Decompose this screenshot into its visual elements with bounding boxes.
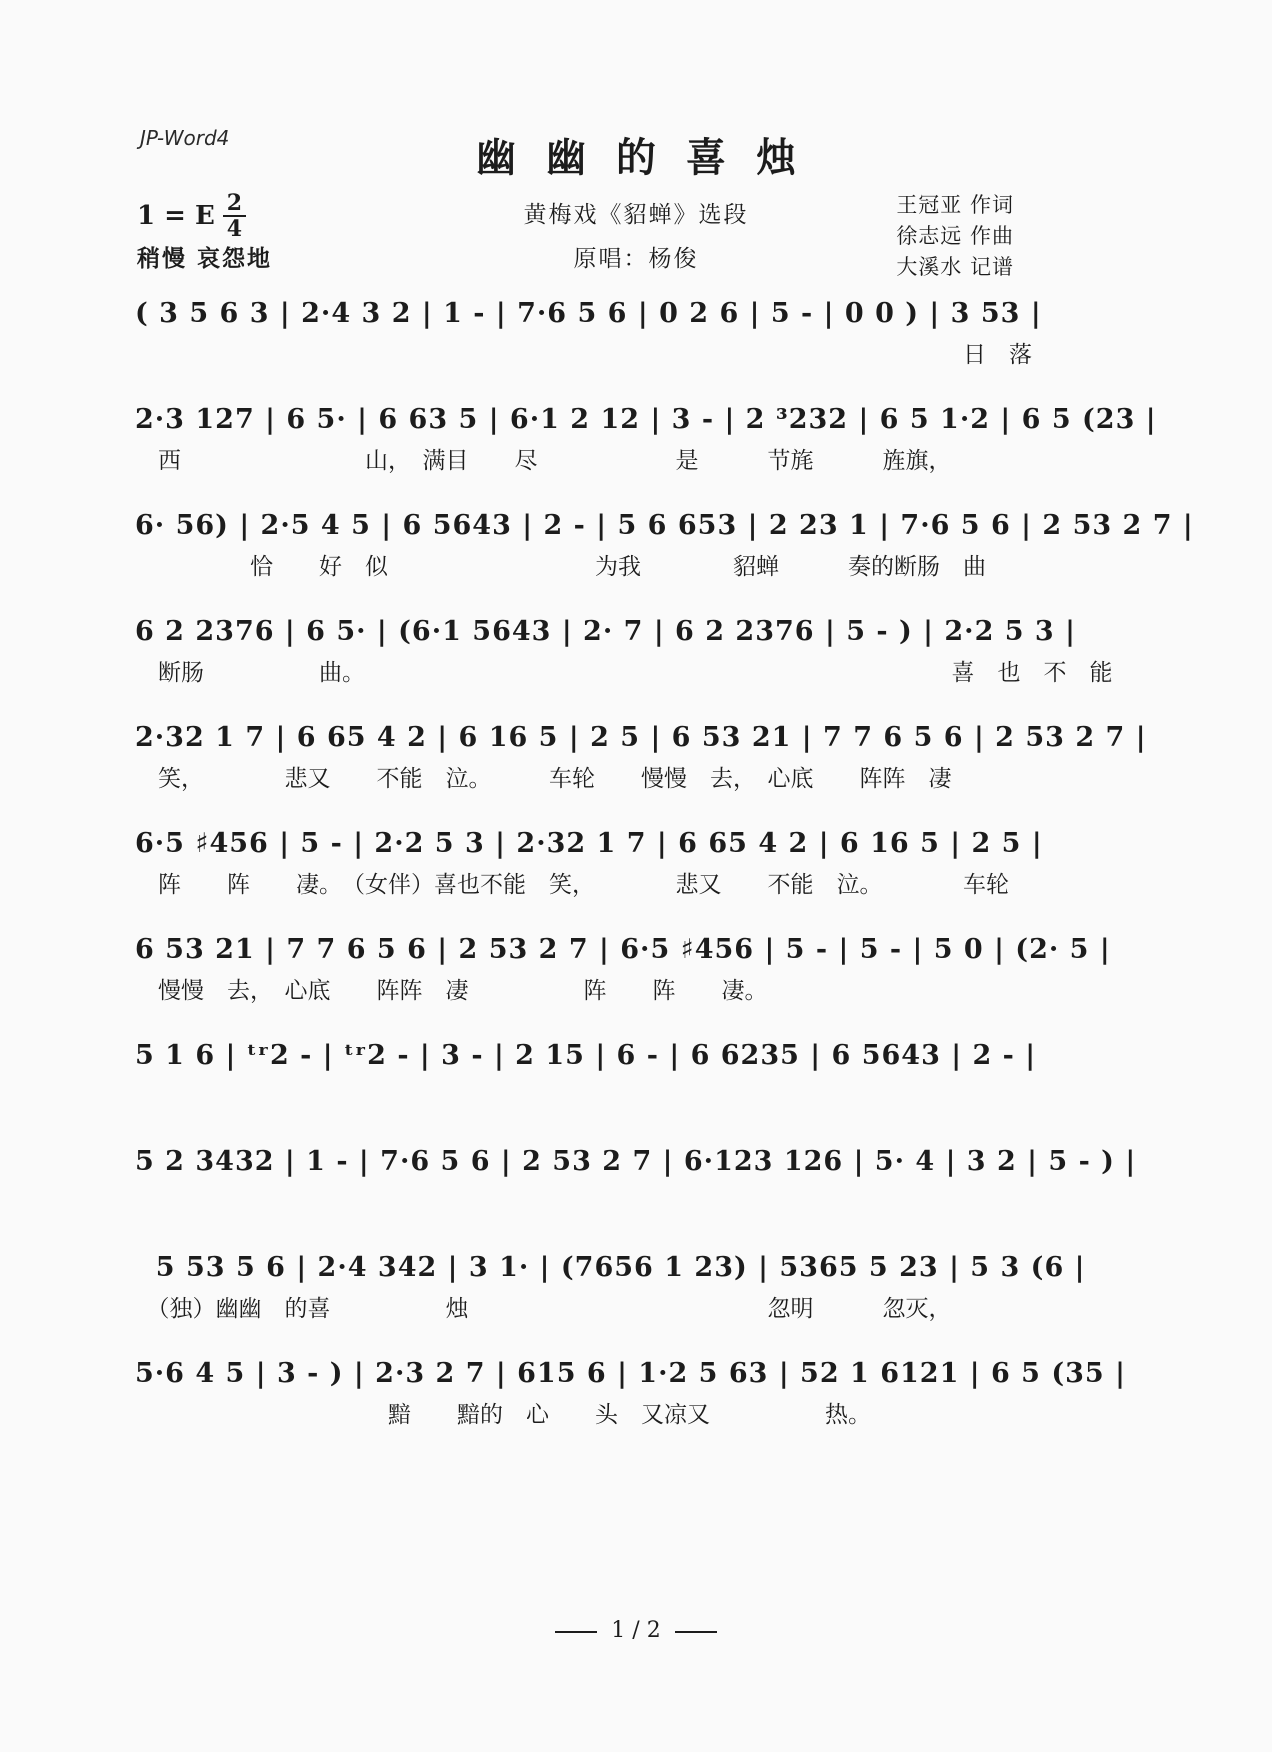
music-system [135, 398, 1157, 476]
composer-credit: 徐志远 作曲 [896, 224, 1014, 248]
music-system [135, 610, 1152, 688]
meter-numerator: 2 [223, 192, 246, 217]
lyrics-line: 日 落 [135, 342, 1032, 368]
footer-left-rule [555, 1631, 597, 1633]
lyrics-line: 慢慢 去， 心底 阵阵 凄 阵 阵 凄。 [135, 978, 768, 1004]
lyrics-line: 笑， 悲又 不能 泣。 车轮 慢慢 去， 心底 阵阵 凄 [135, 766, 952, 792]
notation-line: 6·5 ♯456 | 5 - | 2·2 5 3 | 2·32 1 7 | 6 65 4 2 | 6 16 5 | 2 5 | [135, 828, 1043, 859]
lyrics-line: 阵 阵 凄。 （女伴）喜也不能 笑， 悲又 不能 泣。 车轮 [135, 872, 1009, 898]
notation-line: 5·6 4 5 | 3 - ) | 2·3 2 7 | 615 6 | 1·2 5 63 | 52 1 6121 | 6 5 (35 | [135, 1358, 1126, 1389]
notation-line: 6 2 2376 | 6 5· | (6·1 5643 | 2· 7 | 6 2 2376 | 5 - ) | 2·2 5 3 | [135, 616, 1076, 647]
tempo-marking: 稍慢 哀怨地 [137, 246, 273, 272]
page-title: 幽幽的喜烛 [476, 135, 826, 181]
lyrics-line [135, 1188, 1152, 1218]
notation-line: ( 3 5 6 3 | 2·4 3 2 | 1 - | 7·6 5 6 | 0 2 6 | 5 - | 0 0 ) | 3 53 | [135, 298, 1042, 329]
credits-block [896, 190, 1014, 283]
notation-line: 6· 56) | 2·5 4 5 | 6 5643 | 2 - | 5 6 653 | 2 23 1 | 7·6 5 6 | 2 53 2 7 | [135, 510, 1194, 541]
notation-line: 2·32 1 7 | 6 65 4 2 | 6 16 5 | 2 5 | 6 53 21 | 7 7 6 5 6 | 2 53 2 7 | [135, 722, 1147, 753]
music-system [135, 716, 1152, 794]
lyrics-line: 恰 好 似 为我 貂蝉 奏的断肠 曲 [135, 554, 986, 580]
lyrics-line [135, 1082, 1152, 1112]
music-system [135, 1034, 1152, 1112]
music-system [135, 822, 1152, 900]
key-signature: 1 = E [137, 201, 215, 231]
notation-line: 5 1 6 | ᵗʳ2 - | ᵗʳ2 - | 3 - | 2 15 | 6 - | 6 6235 | 6 5643 | 2 - | [135, 1040, 1037, 1071]
lyricist-credit: 王冠亚 作词 [896, 193, 1014, 217]
lyrics-line: 西 山， 满目 尽 是 节旄 旌旗， [135, 448, 952, 474]
music-system [135, 1352, 1152, 1430]
music-system [135, 1140, 1152, 1218]
notation-line: 5 2 3432 | 1 - | 7·6 5 6 | 2 53 2 7 | 6·123 126 | 5· 4 | 3 2 | 5 - ) | [135, 1146, 1137, 1177]
transcriber-credit: 大溪水 记谱 [896, 255, 1014, 279]
page-footer [0, 1618, 1272, 1643]
lyrics-line: 黯 黯的 心 头 又凉又 热。 [135, 1402, 871, 1428]
notation-line: 2·3 127 | 6 5· | 6 63 5 | 6·1 2 12 | 3 - | 2 ³232 | 6 5 1·2 | 6 5 (23 | [135, 404, 1157, 435]
music-system [135, 1246, 1152, 1324]
lyrics-line: 断肠 曲。 喜 也 不 能 [135, 660, 1113, 686]
music-system [135, 928, 1152, 1006]
score-area [135, 292, 1194, 1458]
notation-line: 6 53 21 | 7 7 6 5 6 | 2 53 2 7 | 6·5 ♯456 | 5 - | 5 - | 5 0 | (2· 5 | [135, 934, 1111, 965]
meter-denominator: 4 [226, 216, 243, 242]
page-number: 1 / 2 [611, 1618, 661, 1643]
footer-right-rule [675, 1631, 717, 1633]
subtitle: 黄梅戏《貂蝉》选段 [523, 202, 749, 228]
notation-line: 5 53 5 6 | 2·4 342 | 3 1· | (7656 1 23) | 5365 5 23 | 5 3 (6 | [135, 1252, 1086, 1283]
music-system [135, 504, 1194, 582]
original-singer-label: 原唱：杨俊 [573, 246, 699, 272]
watermark-label: JP-Word4 [140, 126, 230, 150]
music-system [135, 292, 1152, 370]
lyrics-line: （独）幽幽 的喜 烛 忽明 忽灭， [135, 1296, 952, 1322]
